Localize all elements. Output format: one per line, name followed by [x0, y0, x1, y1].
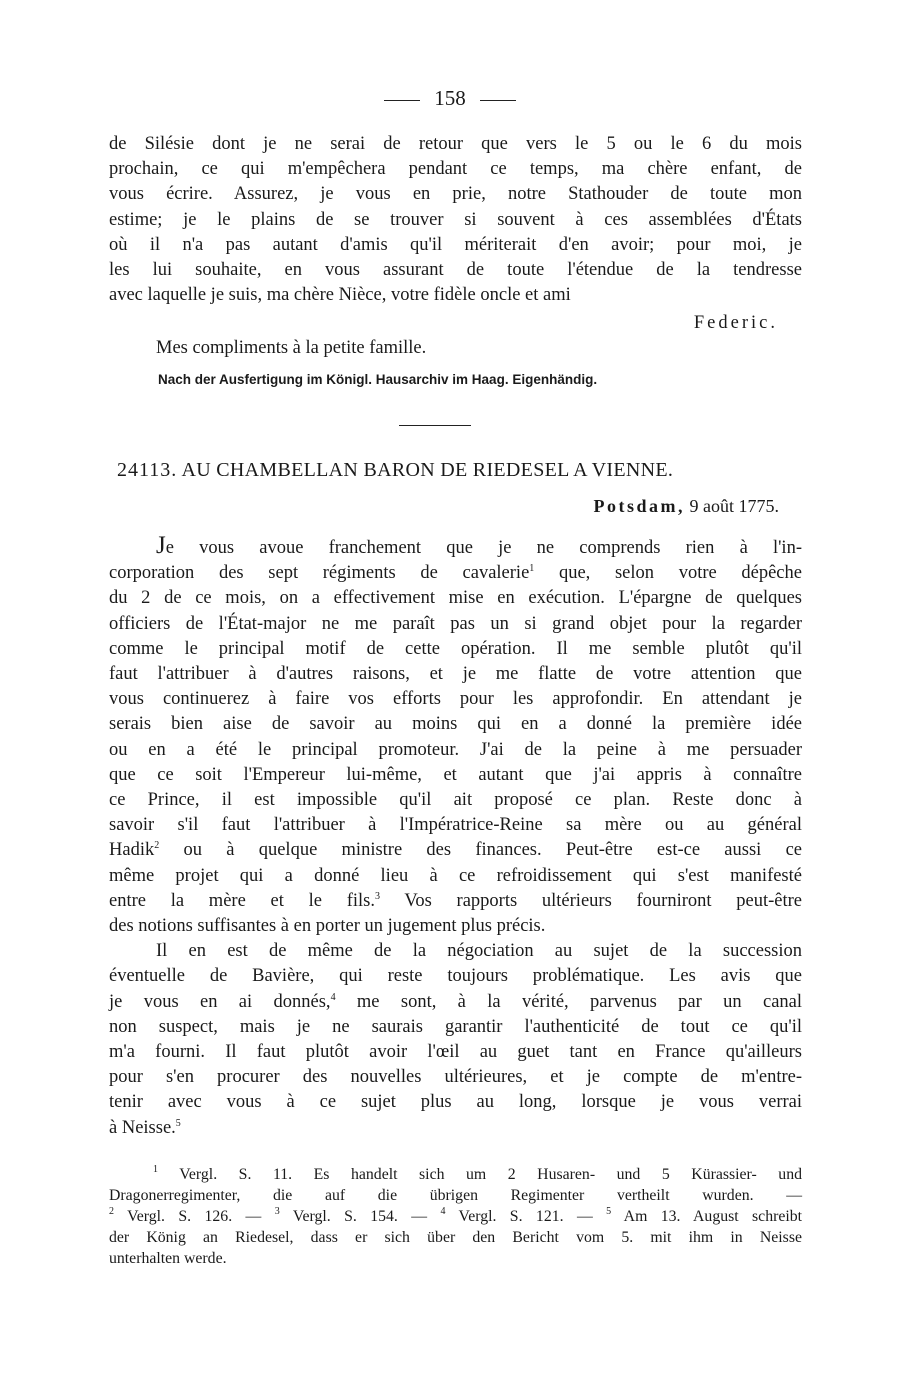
footnote-mark: 3: [374, 890, 380, 902]
dropcap: J: [156, 532, 166, 559]
signature: Federic.: [693, 313, 778, 333]
text-line: corporation des sept régiments de cavalerie$^1$ que, selon votre dépêche: [109, 563, 802, 584]
text-line: estime; je le plains de se trouver si souvent à ces assemblées d'États: [109, 209, 802, 230]
text-line: savoir s'il faut l'attribuer à l'Impératrice-Reine sa mère ou au général: [109, 815, 802, 836]
text-line: même projet qui a donné lieu à ce refroidissement qui s'est manifesté: [109, 865, 802, 886]
header-dash-left: [384, 100, 420, 101]
text-line: pour s'en procurer des nouvelles ultérieures, et je compte de m'entre-: [109, 1067, 802, 1088]
text-line: non suspect, mais je ne saurais garantir l'authenticité de tout ce qu'il: [109, 1016, 802, 1037]
text-line: faut l'attribuer à d'autres raisons, et je me flatte de votre attention que: [109, 664, 802, 685]
footnote-line: der König an Riedesel, dass er sich über den Bericht vom 5. mit ihm in Neisse: [109, 1229, 802, 1246]
text-line: m'a fourni. Il faut plutôt avoir l'œil au guet tant en France qu'ailleurs: [109, 1042, 802, 1063]
footnote-mark: 1: [529, 563, 535, 575]
text-line: les lui souhaite, en vous assurant de toute l'étendue de la tendresse: [109, 260, 802, 281]
page-header: [0, 86, 900, 111]
letter-heading: [117, 459, 673, 482]
letter-end-text: [109, 132, 802, 308]
footnote-mark: 1: [153, 1164, 158, 1175]
footnote-mark: 2: [109, 1206, 114, 1217]
footnote-mark: 5: [606, 1206, 612, 1217]
text-line: Il en est de même de la négociation au sujet de la succession: [156, 941, 802, 962]
dateline-date: 9 août 1775.: [689, 496, 779, 516]
text-line: des notions suffisantes à en porter un jugement plus précis.: [109, 916, 546, 937]
text-line: prochain, ce qui m'empêchera pendant ce temps, ma chère enfant, de: [109, 159, 802, 180]
text-line: Je vous avoue franchement que je ne comprends rien à l'in-: [156, 532, 802, 559]
footnote-mark: 5: [175, 1117, 181, 1129]
text-line: de Silésie dont je ne serai de retour que vers le 5 ou le 6 du mois: [109, 134, 802, 154]
text-line: ce Prince, il est impossible qu'il ait proposé ce plan. Reste donc à: [109, 790, 802, 811]
text-line: Hadik$^2$ ou à quelque ministre des finances. Peut-être est-ce aussi ce: [109, 840, 802, 861]
dateline: [594, 496, 780, 517]
letter-number: 24113.: [117, 459, 178, 481]
text-line: du 2 de ce mois, on a effectivement mise en exécution. L'épargne de quelques: [109, 588, 802, 609]
text-line: éventuelle de Bavière, qui reste toujours problématique. Les avis que: [109, 966, 802, 987]
text-line: officiers de l'État-major ne me paraît pas un si grand objet pour la regarder: [109, 613, 802, 634]
footnote-line: Dragonerregimenter, die auf die übrigen Regimenter vertheilt wurden. —: [109, 1187, 802, 1204]
footnotes: [109, 1164, 802, 1269]
header-dash-right: [480, 100, 516, 101]
source-note: Nach der Ausfertigung im Königl. Hausarchiv im Haag. Eigenhändig.: [158, 372, 598, 387]
letter-body: [109, 533, 802, 1141]
footnote-line: unterhalten werde.: [109, 1250, 227, 1267]
text-line: serais bien aise de savoir au moins qui en a donné la première idée: [109, 714, 802, 735]
dateline-place: Potsdam,: [593, 496, 685, 516]
text-line: comme le principal motif de cette opération. Il me semble plutôt qu'il: [109, 638, 802, 659]
text-line: tenir avec vous à ce sujet plus au long, lorsque je vous verrai: [109, 1092, 802, 1113]
text-line: où il n'a pas autant d'amis qu'il mériterait d'en avoir; pour moi, je: [109, 234, 802, 255]
text-line: vous continuerez à faire vos efforts pour les approfondir. En attendant je: [109, 689, 802, 710]
footnote-mark: 4: [330, 991, 336, 1003]
footnote-mark: 2: [154, 840, 160, 852]
text-line: à Neisse.$^5$: [109, 1117, 181, 1138]
page-number: 158: [434, 86, 466, 110]
text-line: je vous en ai donnés,$^4$ me sont, à la vérité, parvenus par un canal: [109, 991, 803, 1012]
footnote-line: $^1$ Vergl. S. 11. Es handelt sich um 2 Husaren- und 5 Kürassier- und: [153, 1164, 802, 1183]
section-divider: [399, 425, 471, 426]
text-line: entre la mère et le fils.$^3$ Vos rapports ultérieurs fourniront peut-être: [109, 890, 802, 911]
footnote-mark: 4: [440, 1206, 446, 1217]
text-line: ou en a été le principal promoteur. J'ai de la peine à me persuader: [109, 739, 802, 760]
text-line: vous écrire. Assurez, je vous en prie, notre Stathouder de toute mon: [109, 184, 802, 205]
text-line: que ce soit l'Empereur lui-même, et autant que j'ai appris à connaître: [109, 764, 802, 785]
letter-title: AU CHAMBELLAN BARON DE RIEDESEL A VIENNE.: [181, 459, 674, 481]
text-line: avec laquelle je suis, ma chère Nièce, votre fidèle oncle et ami: [109, 285, 571, 306]
postscript: Mes compliments à la petite famille.: [156, 338, 427, 358]
footnote-mark: 3: [274, 1206, 280, 1217]
footnote-line: $^2$ Vergl. S. 126. — $^3$ Vergl. S. 154. — $^4$ Vergl. S. 121. — $^5$ Am 13. August schreibt: [109, 1206, 803, 1225]
